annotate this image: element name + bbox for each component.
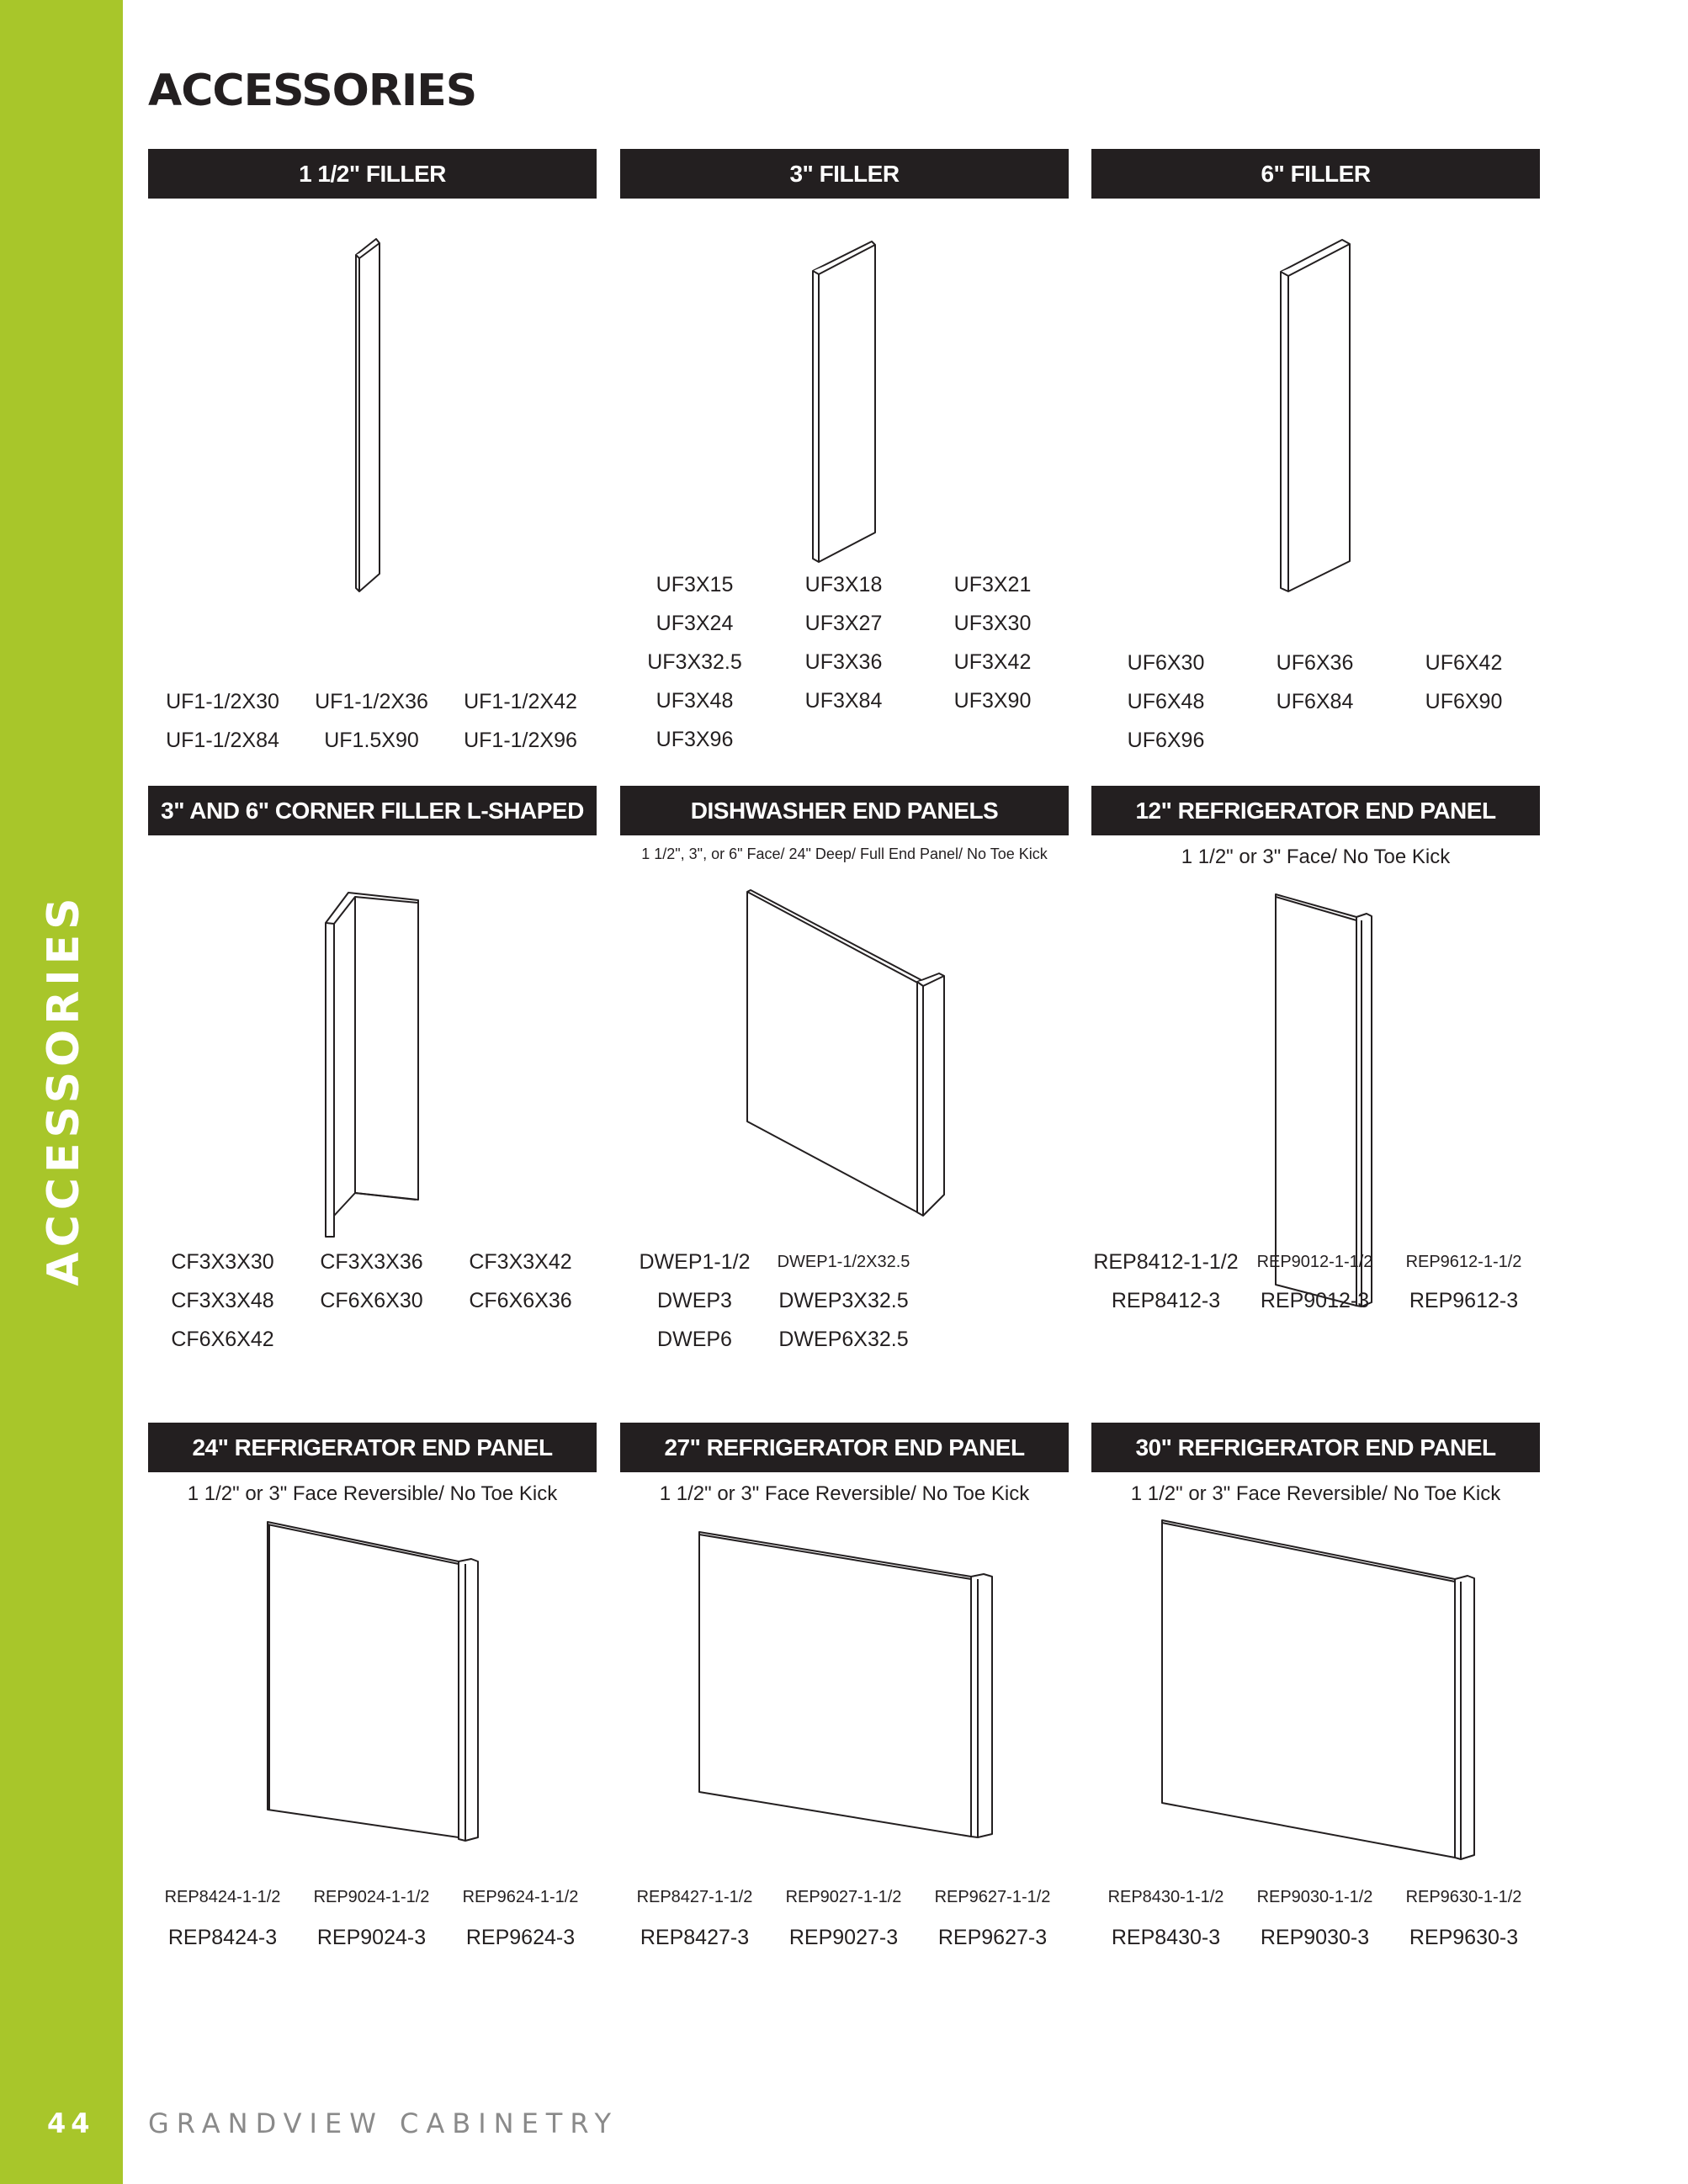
product-code: REP8412-1-1/2 <box>1093 1249 1239 1274</box>
page-number: 44 <box>47 2107 95 2139</box>
refrigerator-end-panel-30-icon <box>1162 1520 1474 1859</box>
code-row <box>620 1918 1069 1957</box>
product-code: UF6X84 <box>1276 689 1354 713</box>
code-list-refrigerator-end-panel-12 <box>1091 1243 1540 1320</box>
code-list-refrigerator-end-panel-30 <box>1091 1876 1540 1957</box>
code-row <box>620 604 1069 643</box>
code-list-dishwasher-end-panels <box>620 1243 1069 1359</box>
section-header: 27" REFRIGERATOR END PANEL <box>620 1423 1069 1472</box>
section-subtitle: 1 1/2" or 3" Face Reversible/ No Toe Kick <box>659 1482 1030 1505</box>
product-code: UF6X42 <box>1425 650 1503 675</box>
product-code: UF1-1/2X30 <box>166 689 279 713</box>
product-code: DWEP6X32.5 <box>778 1327 909 1351</box>
section-corner-filler <box>148 786 597 835</box>
product-code: UF3X84 <box>804 688 883 713</box>
code-row <box>620 643 1069 681</box>
section-subtitle: 1 1/2" or 3" Face/ No Toe Kick <box>1181 846 1451 868</box>
product-code: CF3X3X36 <box>320 1249 423 1274</box>
product-code: UF1-1/2X84 <box>166 728 279 752</box>
product-code: UF6X36 <box>1276 650 1354 675</box>
product-code: UF3X32.5 <box>647 649 742 674</box>
code-list-filler-6 <box>1091 644 1540 760</box>
product-code: REP9012-1-1/2 <box>1256 1252 1373 1271</box>
product-code: REP8424-3 <box>167 1925 278 1949</box>
product-code: UF3X21 <box>953 572 1032 596</box>
code-row <box>1091 682 1540 721</box>
section-refrigerator-end-panel-24 <box>148 1423 597 1506</box>
product-code: CF3X3X42 <box>469 1249 572 1274</box>
product-code: REP8427-3 <box>640 1925 750 1949</box>
product-code: REP9627-3 <box>937 1925 1048 1949</box>
code-row <box>148 721 597 760</box>
product-code: REP9030-3 <box>1260 1925 1370 1949</box>
product-code: UF3X24 <box>656 611 734 635</box>
product-code: REP9612-1-1/2 <box>1405 1252 1522 1271</box>
refrigerator-end-panel-24-icon <box>268 1522 478 1841</box>
code-row <box>620 565 1069 604</box>
code-row <box>148 1320 597 1359</box>
section-filler-6 <box>1091 149 1540 199</box>
product-code: DWEP1-1/2 <box>639 1249 751 1274</box>
code-row <box>620 1320 1069 1359</box>
code-row <box>1091 1281 1540 1320</box>
product-code: REP8412-3 <box>1111 1288 1221 1312</box>
product-code: UF6X90 <box>1425 689 1503 713</box>
section-header: 24" REFRIGERATOR END PANEL <box>148 1423 597 1472</box>
code-row <box>1091 1918 1540 1957</box>
product-code: CF3X3X48 <box>171 1288 274 1312</box>
code-row <box>620 1281 1069 1320</box>
section-subtitle: 1 1/2" or 3" Face Reversible/ No Toe Kick <box>1130 1482 1501 1505</box>
filler-1-1-2-icon <box>356 239 380 591</box>
product-code: REP8430-1-1/2 <box>1107 1887 1224 1906</box>
product-code: REP8424-1-1/2 <box>164 1887 281 1906</box>
code-row <box>148 1281 597 1320</box>
section-dishwasher-end-panels <box>620 786 1069 863</box>
product-code: UF1.5X90 <box>324 728 419 752</box>
filler-6-icon <box>1281 240 1350 591</box>
product-code: UF3X15 <box>656 572 734 596</box>
product-code: DWEP3 <box>657 1288 732 1312</box>
product-code: REP9630-1-1/2 <box>1405 1887 1522 1906</box>
product-code: CF6X6X30 <box>320 1288 423 1312</box>
product-code: UF6X96 <box>1127 728 1205 752</box>
section-header: 30" REFRIGERATOR END PANEL <box>1091 1423 1540 1472</box>
section-header: 6" FILLER <box>1091 149 1540 199</box>
code-list-refrigerator-end-panel-27 <box>620 1876 1069 1957</box>
product-code: UF3X27 <box>804 611 883 635</box>
code-row <box>1091 721 1540 760</box>
section-subtitle: 1 1/2", 3", or 6" Face/ 24" Deep/ Full End Panel/ No Toe Kick <box>641 846 1048 862</box>
section-subtitle: 1 1/2" or 3" Face Reversible/ No Toe Kick <box>187 1482 558 1505</box>
section-header: DISHWASHER END PANELS <box>620 786 1069 835</box>
section-filler-3 <box>620 149 1069 199</box>
product-code: UF3X30 <box>953 611 1032 635</box>
corner-filler-icon <box>326 893 418 1237</box>
product-code: REP9624-3 <box>465 1925 576 1949</box>
code-row <box>148 1876 597 1918</box>
code-list-filler-1-1-2 <box>148 682 597 760</box>
product-code: REP9030-1-1/2 <box>1256 1887 1373 1906</box>
product-code: UF3X90 <box>953 688 1032 713</box>
product-code: DWEP3X32.5 <box>778 1288 909 1312</box>
product-code: REP9027-1-1/2 <box>785 1887 902 1906</box>
code-row <box>620 1243 1069 1281</box>
section-refrigerator-end-panel-30 <box>1091 1423 1540 1506</box>
section-header: 3" FILLER <box>620 149 1069 199</box>
product-code: REP9012-3 <box>1260 1288 1370 1312</box>
dishwasher-end-panel-icon <box>747 890 944 1216</box>
product-code: REP9027-3 <box>788 1925 899 1949</box>
section-header: 12" REFRIGERATOR END PANEL <box>1091 786 1540 835</box>
product-code: UF3X18 <box>804 572 883 596</box>
product-code: UF3X96 <box>656 727 734 751</box>
product-code: CF3X3X30 <box>171 1249 274 1274</box>
code-list-corner-filler <box>148 1243 597 1359</box>
code-list-filler-3 <box>620 565 1069 759</box>
product-code: REP9627-1-1/2 <box>934 1887 1051 1906</box>
product-code: UF1-1/2X36 <box>315 689 428 713</box>
code-row <box>148 1918 597 1957</box>
code-row <box>1091 1243 1540 1281</box>
code-row <box>620 1876 1069 1918</box>
product-code: UF3X42 <box>953 649 1032 674</box>
product-code: UF6X48 <box>1127 689 1205 713</box>
product-code: CF6X6X36 <box>469 1288 572 1312</box>
section-refrigerator-end-panel-27 <box>620 1423 1069 1506</box>
page-title: ACCESSORIES <box>148 66 477 116</box>
product-code: UF1-1/2X96 <box>464 728 577 752</box>
product-code: REP8427-1-1/2 <box>636 1887 753 1906</box>
code-list-refrigerator-end-panel-24 <box>148 1876 597 1957</box>
product-code: UF6X30 <box>1127 650 1205 675</box>
code-row <box>148 1243 597 1281</box>
section-header: 1 1/2" FILLER <box>148 149 597 199</box>
code-row <box>1091 1876 1540 1918</box>
section-refrigerator-end-panel-12 <box>1091 786 1540 869</box>
footer-brand: GRANDVIEW CABINETRY <box>148 2107 619 2139</box>
code-row <box>1091 644 1540 682</box>
product-code: REP8430-3 <box>1111 1925 1221 1949</box>
product-code: DWEP6 <box>657 1327 732 1351</box>
product-code: UF3X48 <box>656 688 734 713</box>
sidebar-section-label: ACCESSORIES <box>39 893 89 1286</box>
product-code: CF6X6X42 <box>171 1327 274 1351</box>
product-code: REP9024-1-1/2 <box>313 1887 430 1906</box>
code-row <box>620 720 1069 759</box>
product-code: UF3X36 <box>804 649 883 674</box>
filler-3-icon <box>813 241 875 562</box>
section-header: 3" AND 6" CORNER FILLER L-SHAPED <box>148 786 597 835</box>
product-code: REP9630-3 <box>1409 1925 1519 1949</box>
product-code: REP9612-3 <box>1409 1288 1519 1312</box>
product-code: REP9624-1-1/2 <box>462 1887 579 1906</box>
code-row <box>620 681 1069 720</box>
refrigerator-end-panel-27-icon <box>699 1532 992 1837</box>
product-code: DWEP1-1/2X32.5 <box>777 1252 910 1271</box>
code-row <box>148 682 597 721</box>
product-code: UF1-1/2X42 <box>464 689 577 713</box>
product-code: REP9024-3 <box>316 1925 427 1949</box>
section-filler-1-1-2 <box>148 149 597 199</box>
